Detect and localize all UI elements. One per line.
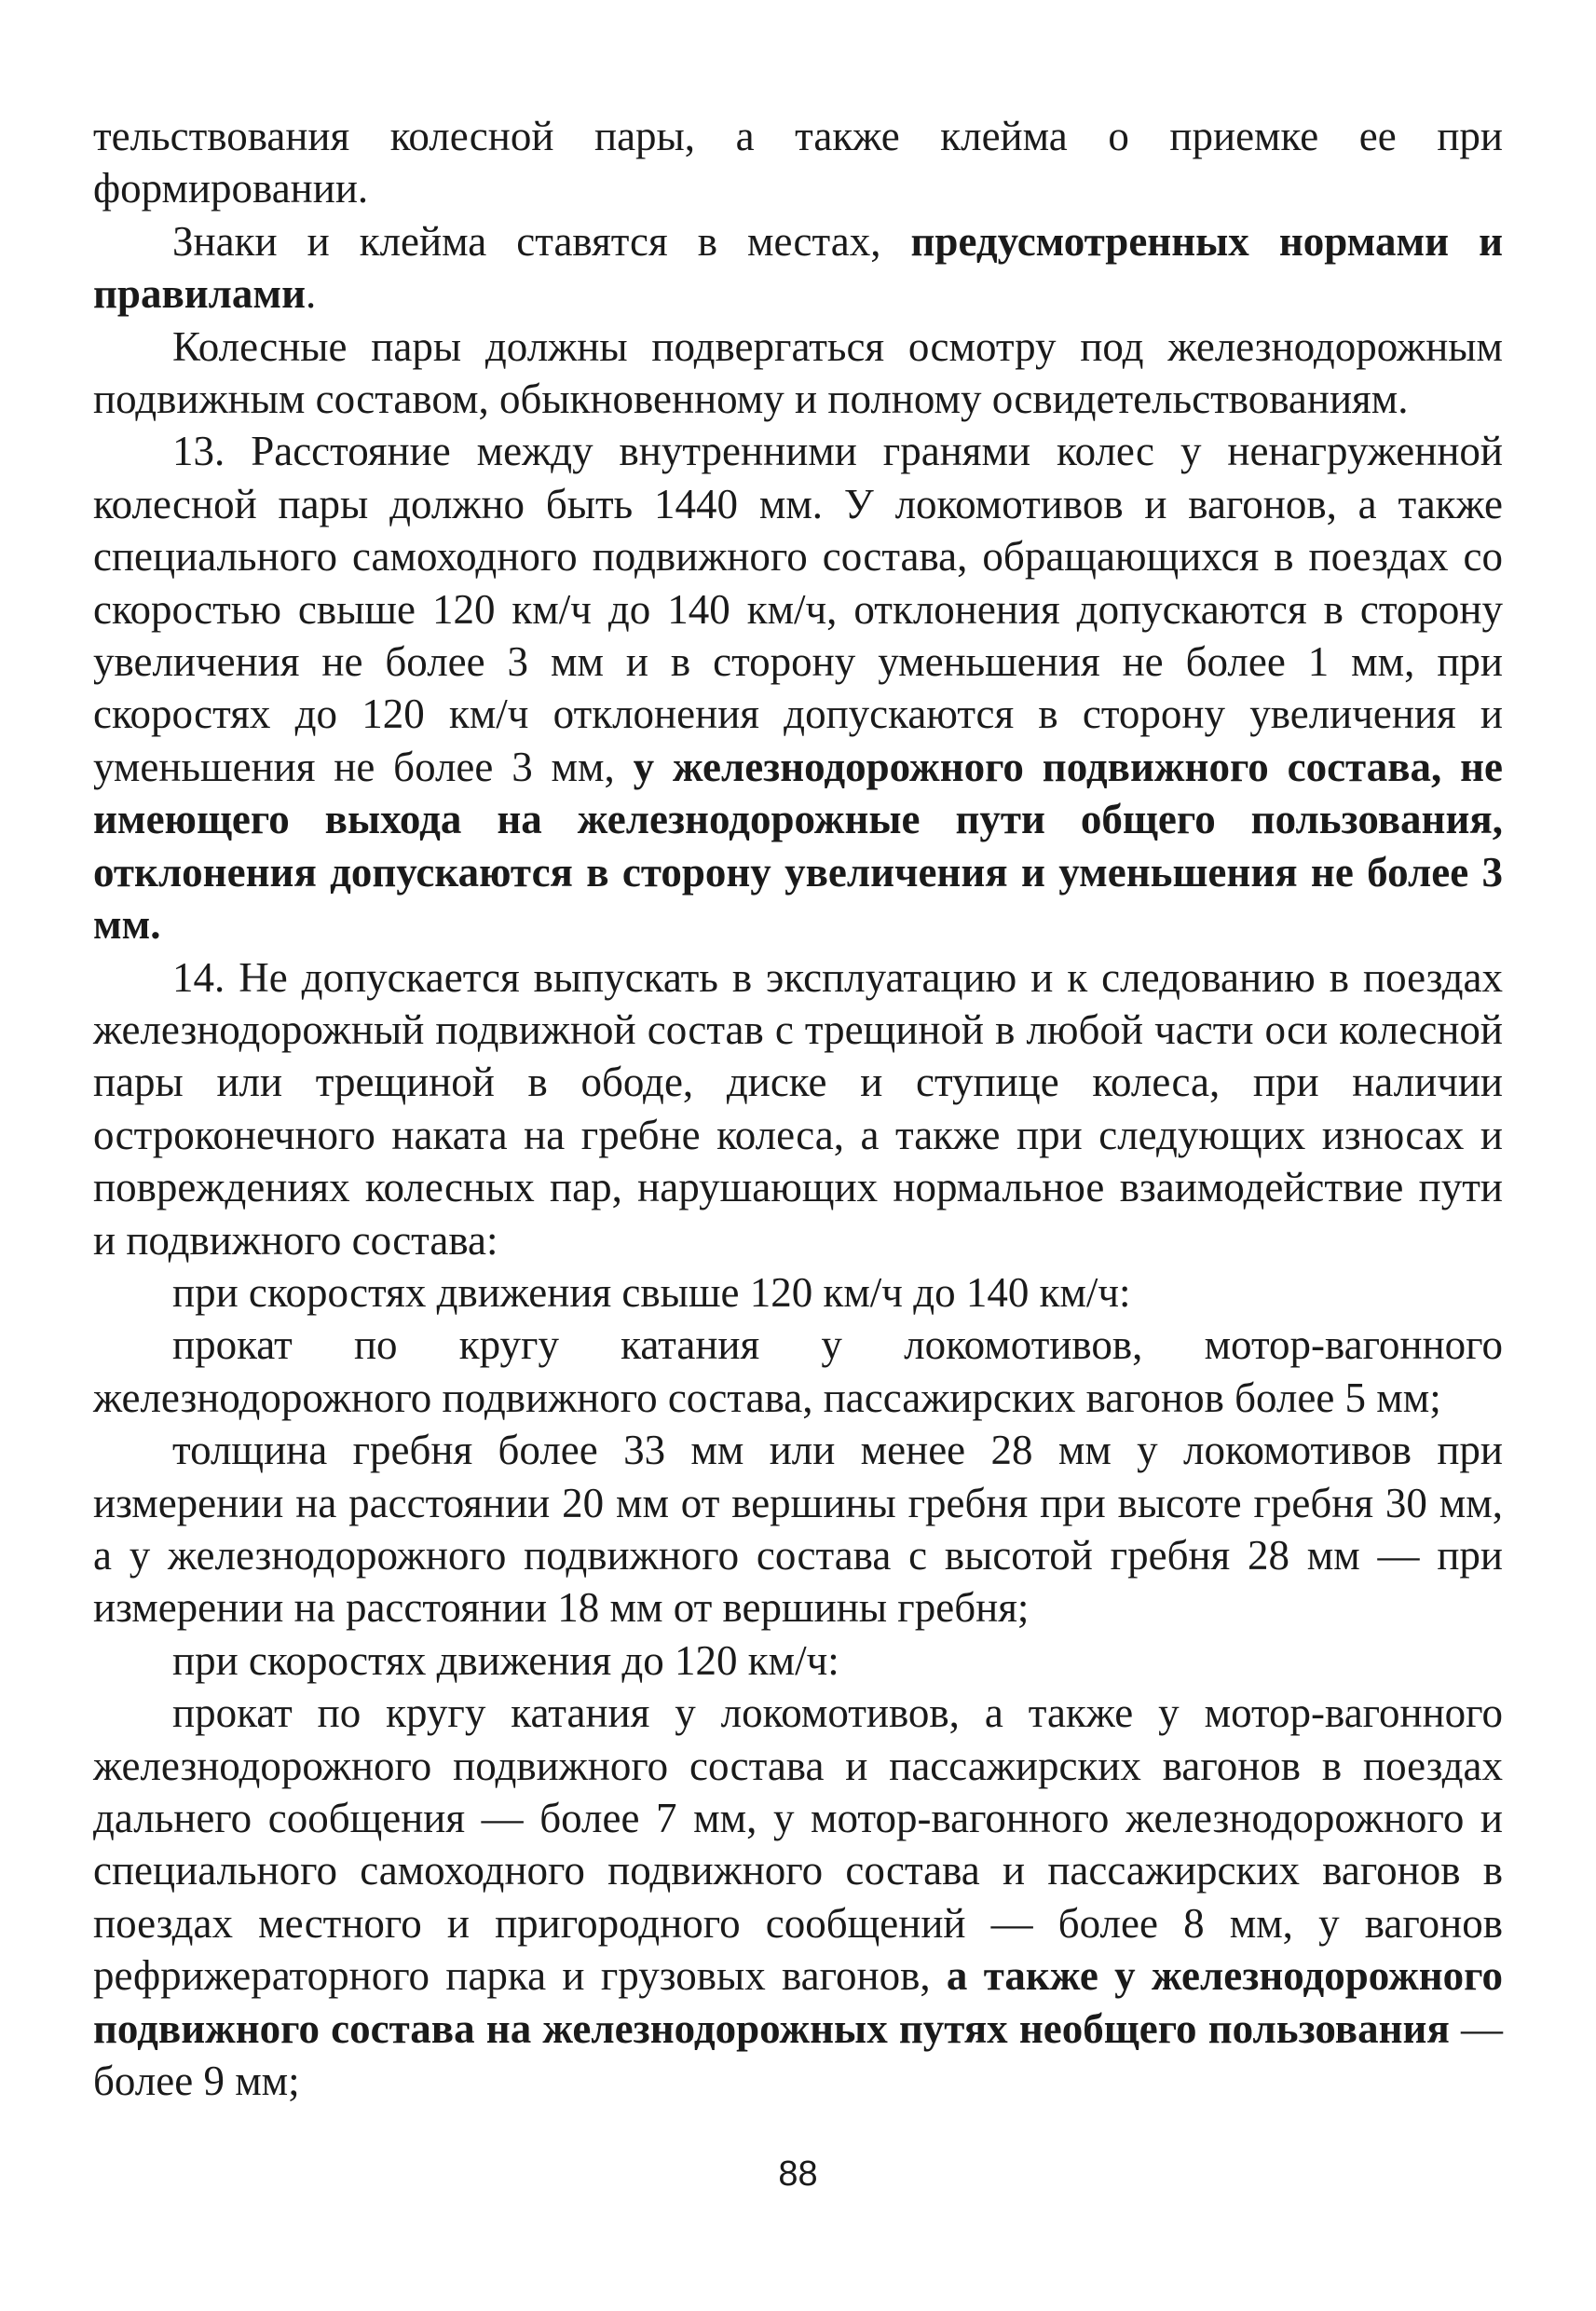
text-run: — более 9 мм;	[93, 2004, 1503, 2105]
bold-text: а также у железнодорожного подвижного состава на железнодорожных путях необщего пользования	[93, 1952, 1503, 2052]
text-run: 13. Расстояние между внутренними гранями колес у ненагруженной колесной пары должно быть 1440 мм. У локомотивов и вагонов, а также специального самоходного подвижного состава, обращающихся в поездах со скоростью свыше 120 км/ч до 140 км/ч, отклонения допускаются в сторону увеличения не более 3 мм и в сторону уменьшения не более 1 мм, при скоростях до 120 км/ч отклонения допускаются в сторону увеличения и уменьшения не более 3 мм,	[93, 428, 1503, 790]
text-run: прокат по кругу катания у локомотивов, а также у мотор-вагонного железнодорожного подвижного состава и пассажирских вагонов в поездах дальнего сообщения — более 7 мм, у мотор-вагонного железнодорожного и специального самоходного подвижного состава и пассажирских вагонов в поездах местного и пригородного сообщений — более 8 мм, у вагонов рефрижераторного парка и грузовых вагонов,	[93, 1689, 1503, 2000]
text-run: толщина гребня более 33 мм или менее 28 мм у локомотивов при измерении на расстоянии 20 мм от вершины гребня при высоте гребня 30 мм, а у железнодорожного подвижного состава с высотой гребня 28 мм — при измерении на расстоянии 18 мм от вершины гребня;	[93, 1427, 1503, 1632]
text-run: при скоростях движения до 120 км/ч:	[172, 1636, 839, 1684]
paragraph	[93, 1634, 1503, 1687]
paragraph	[93, 1319, 1503, 1424]
paragraph	[93, 110, 1503, 215]
text-run: при скоростях движения свыше 120 км/ч до 140 км/ч:	[172, 1268, 1131, 1316]
text-run: тельствования колесной пары, а также клейма о приемке ее при формировании.	[93, 113, 1503, 212]
text-run: прокат по кругу катания у локомотивов, мотор-вагонного железнодорожного подвижного состава, пассажирских вагонов более 5 мм;	[93, 1321, 1503, 1421]
paragraph	[93, 1266, 1503, 1319]
bold-text: предусмотренных нормами и правилами	[93, 217, 1503, 318]
text-run: Знаки и клейма ставятся в местах,	[172, 217, 911, 265]
paragraph	[93, 321, 1503, 426]
page-number: 88	[778, 2154, 818, 2194]
paragraph	[93, 1424, 1503, 1634]
text-run: 14. Не допускается выпускать в эксплуатацию и к следованию в поездах железнодорожный подвижной состав с трещиной в любой части оси колесной пары или трещиной в ободе, диске и ступице колеса, при наличии остроконечного наката на гребне колеса, а также при следующих износах и повреждениях колесных пар, нарушающих нормальное взаимодействие пути и подвижного состава:	[93, 953, 1503, 1264]
text-run: .	[306, 270, 317, 318]
paragraph	[93, 951, 1503, 1266]
paragraph	[93, 215, 1503, 321]
text-run: Колесные пары должны подвергаться осмотру под железнодорожным подвижным составом, обыкновенному и полному освидетельствованиям.	[93, 322, 1503, 423]
bold-text: у железнодорожного подвижного состава, не имеющего выхода на железнодорожные пути общего пользования, отклонения допускаются в сторону увеличения и уменьшения не более 3 мм.	[93, 743, 1503, 949]
page-body	[93, 110, 1503, 2107]
paragraph	[93, 1687, 1503, 2107]
paragraph	[93, 425, 1503, 950]
